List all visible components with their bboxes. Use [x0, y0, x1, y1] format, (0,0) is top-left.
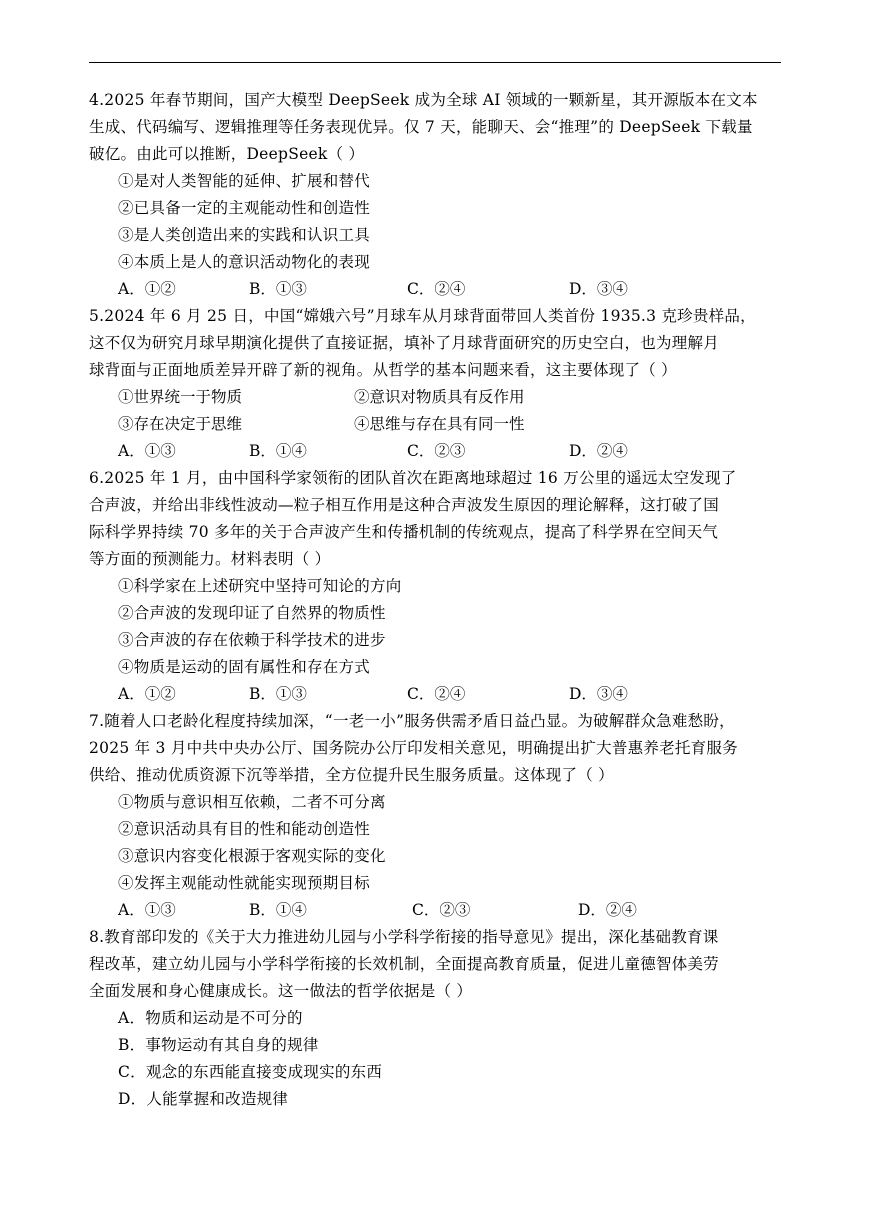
statement: ③合声波的存在依赖于科学技术的进步 — [118, 631, 386, 649]
question-stem-line: 这不仅为研究月球早期演化提供了直接证据，填补了月球背面研究的历史空白，也为理解月 — [89, 334, 720, 352]
exam-page — [89, 62, 781, 1113]
option-a: A．物质和运动是不可分的 — [118, 1009, 303, 1027]
question-stem-line: 破亿。由此可以推断，DeepSeek（ ） — [89, 145, 365, 163]
statement-row — [89, 384, 781, 411]
option-b: B．①③ — [249, 280, 307, 298]
option-c: C．观念的东西能直接变成现实的东西 — [118, 1063, 383, 1081]
question-stem-line: 等方面的预测能力。材料表明（ ） — [89, 550, 331, 568]
question-6 — [89, 465, 781, 708]
question-stem-line: 供给、推动优质资源下沉等举措，全方位提升民生服务质量。这体现了（ ） — [89, 766, 614, 784]
statement: ①物质与意识相互依赖，二者不可分离 — [118, 793, 386, 811]
option-d: D．②④ — [578, 901, 637, 919]
option-b: B．①③ — [249, 685, 307, 703]
option-d: D．③④ — [569, 685, 628, 703]
header-rule — [89, 62, 781, 63]
statement: ④物质是运动的固有属性和存在方式 — [118, 658, 371, 676]
question-4 — [89, 87, 781, 303]
option-d: D．人能掌握和改造规律 — [118, 1090, 289, 1108]
answer-options — [89, 276, 781, 303]
statement: ①是对人类智能的延伸、扩展和替代 — [118, 172, 371, 190]
question-stem-line: 生成、代码编写、逻辑推理等任务表现优异。仅 7 天，能聊天、会“推理”的 DeepSeek 下载量 — [89, 118, 753, 136]
question-stem-line: 2025 年 3 月中共中央办公厅、国务院办公厅印发相关意见，明确提出扩大普惠养老托育服务 — [89, 739, 738, 757]
statement: ④发挥主观能动性就能实现预期目标 — [118, 874, 371, 892]
option-c: C．②④ — [407, 685, 466, 703]
question-8 — [89, 924, 781, 1113]
answer-options — [89, 897, 781, 924]
question-stem-line: 5.2024 年 6 月 25 日，中国“嫦娥六号”月球车从月球背面带回人类首份 1935.3 克珍贵样品， — [89, 307, 756, 325]
option-b: B．①④ — [249, 901, 307, 919]
option-c: C．②③ — [407, 442, 466, 460]
statement: ③是人类创造出来的实践和认识工具 — [118, 226, 371, 244]
statement-row — [89, 411, 781, 438]
question-stem-line: 程改革，建立幼儿园与小学科学衔接的长效机制，全面提高教育质量，促进儿童德智体美劳 — [89, 955, 720, 973]
statement: ④本质上是人的意识活动物化的表现 — [118, 253, 371, 271]
option-c: C．②③ — [412, 901, 471, 919]
question-stem-line: 际科学界持续 70 多年的关于合声波产生和传播机制的传统观点，提高了科学界在空间天气 — [89, 523, 719, 541]
option-b: B．①④ — [249, 442, 307, 460]
statement: ②已具备一定的主观能动性和创造性 — [118, 199, 371, 217]
statement: ③意识内容变化根源于客观实际的变化 — [118, 847, 386, 865]
statement: ①世界统一于物质 — [118, 388, 243, 406]
option-c: C．②④ — [407, 280, 466, 298]
statement: ②合声波的发现印证了自然界的物质性 — [118, 604, 386, 622]
question-stem-line: 8.教育部印发的《关于大力推进幼儿园与小学科学衔接的指导意见》提出，深化基础教育课 — [89, 928, 719, 946]
answer-options — [89, 438, 781, 465]
statement: ②意识活动具有目的性和能动创造性 — [118, 820, 371, 838]
option-a: A．①② — [118, 280, 176, 298]
option-a: A．①③ — [118, 901, 176, 919]
option-a: A．①③ — [118, 442, 176, 460]
question-5 — [89, 303, 781, 465]
question-stem-line: 6.2025 年 1 月，由中国科学家领衔的团队首次在距离地球超过 16 万公里的遥远太空发现了 — [89, 469, 737, 487]
statement: ②意识对物质具有反作用 — [354, 388, 525, 406]
statement: ①科学家在上述研究中坚持可知论的方向 — [118, 577, 402, 595]
question-stem-line: 球背面与正面地质差异开辟了新的视角。从哲学的基本问题来看，这主要体现了（ ） — [89, 361, 677, 379]
option-a: A．①② — [118, 685, 176, 703]
question-stem-line: 合声波，并给出非线性波动—粒子相互作用是这种合声波发生原因的理论解释，这打破了国 — [89, 496, 720, 514]
option-d: D．②④ — [569, 442, 628, 460]
option-b: B．事物运动有其自身的规律 — [118, 1036, 319, 1054]
statement: ④思维与存在具有同一性 — [354, 415, 525, 433]
question-7 — [89, 708, 781, 924]
statement: ③存在决定于思维 — [118, 415, 243, 433]
question-stem-line: 全面发展和身心健康成长。这一做法的哲学依据是（ ） — [89, 982, 473, 1000]
question-stem-line: 7.随着人口老龄化程度持续加深，“一老一小”服务供需矛盾日益凸显。为破解群众急难愁盼， — [89, 712, 735, 730]
question-stem-line: 4.2025 年春节期间，国产大模型 DeepSeek 成为全球 AI 领域的一颗新星，其开源版本在文本 — [89, 91, 758, 109]
option-d: D．③④ — [569, 280, 628, 298]
answer-options — [89, 681, 781, 708]
